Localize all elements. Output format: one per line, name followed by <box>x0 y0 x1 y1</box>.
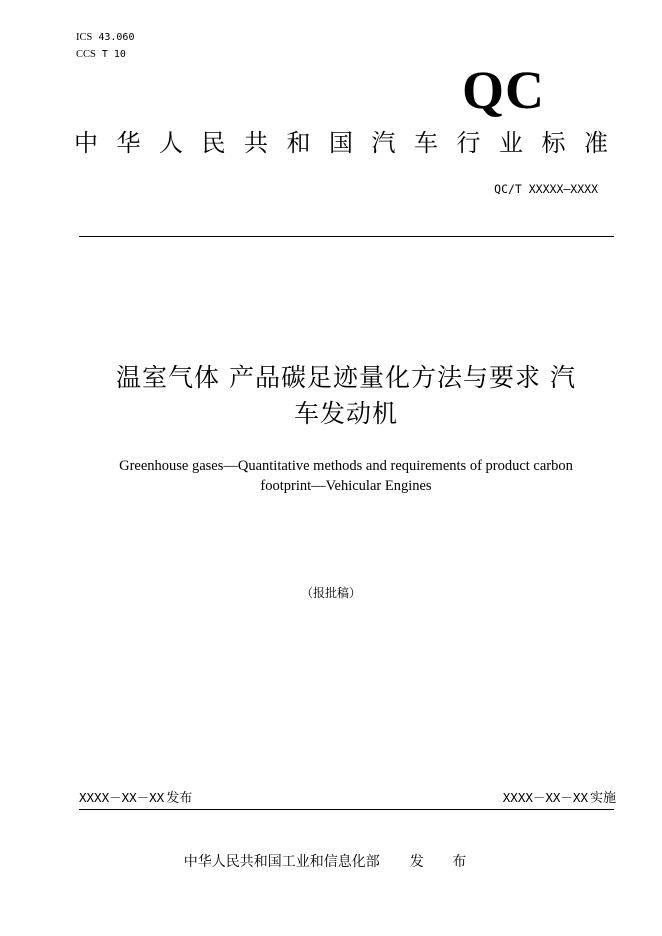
ccs-line <box>76 49 126 61</box>
draft-status: （报批稿） <box>300 586 361 600</box>
ics-code: 43.060 <box>98 32 135 43</box>
chinese-title-line-2: 车发动机 <box>293 399 398 428</box>
header-divider <box>79 236 614 237</box>
standard-number: QC/T XXXXX—XXXX <box>494 182 598 196</box>
english-title-line-1: Greenhouse gases—Quantitative methods and requirements of product carbon <box>119 458 573 474</box>
issue-date-line <box>79 790 192 807</box>
issuer-line <box>0 853 662 871</box>
ics-label: ICS <box>76 32 93 43</box>
implement-label: 实施 <box>589 791 616 806</box>
english-title <box>90 456 602 496</box>
ccs-label: CCS <box>76 49 96 60</box>
issuer-name: 中华人民共和国工业和信息化部 <box>183 854 380 870</box>
standard-category-title: 中华人民共和国汽车行业标准 <box>74 129 627 157</box>
ccs-code: T 10 <box>101 49 126 60</box>
chinese-title-line-1: 温室气体 产品碳足迹量化方法与要求 汽 <box>116 363 576 392</box>
qc-logo: QC <box>462 60 545 120</box>
chinese-title <box>70 360 622 432</box>
english-title-line-2: footprint—Vehicular Engines <box>260 478 432 494</box>
publish-label: 发 布 <box>409 854 479 870</box>
issue-label: 发布 <box>166 791 193 806</box>
ics-line <box>76 32 134 44</box>
footer-divider <box>79 809 614 810</box>
issue-date: XXXX－XX－XX <box>79 790 165 805</box>
implement-date-line <box>503 790 616 807</box>
implement-date: XXXX－XX－XX <box>502 790 588 805</box>
